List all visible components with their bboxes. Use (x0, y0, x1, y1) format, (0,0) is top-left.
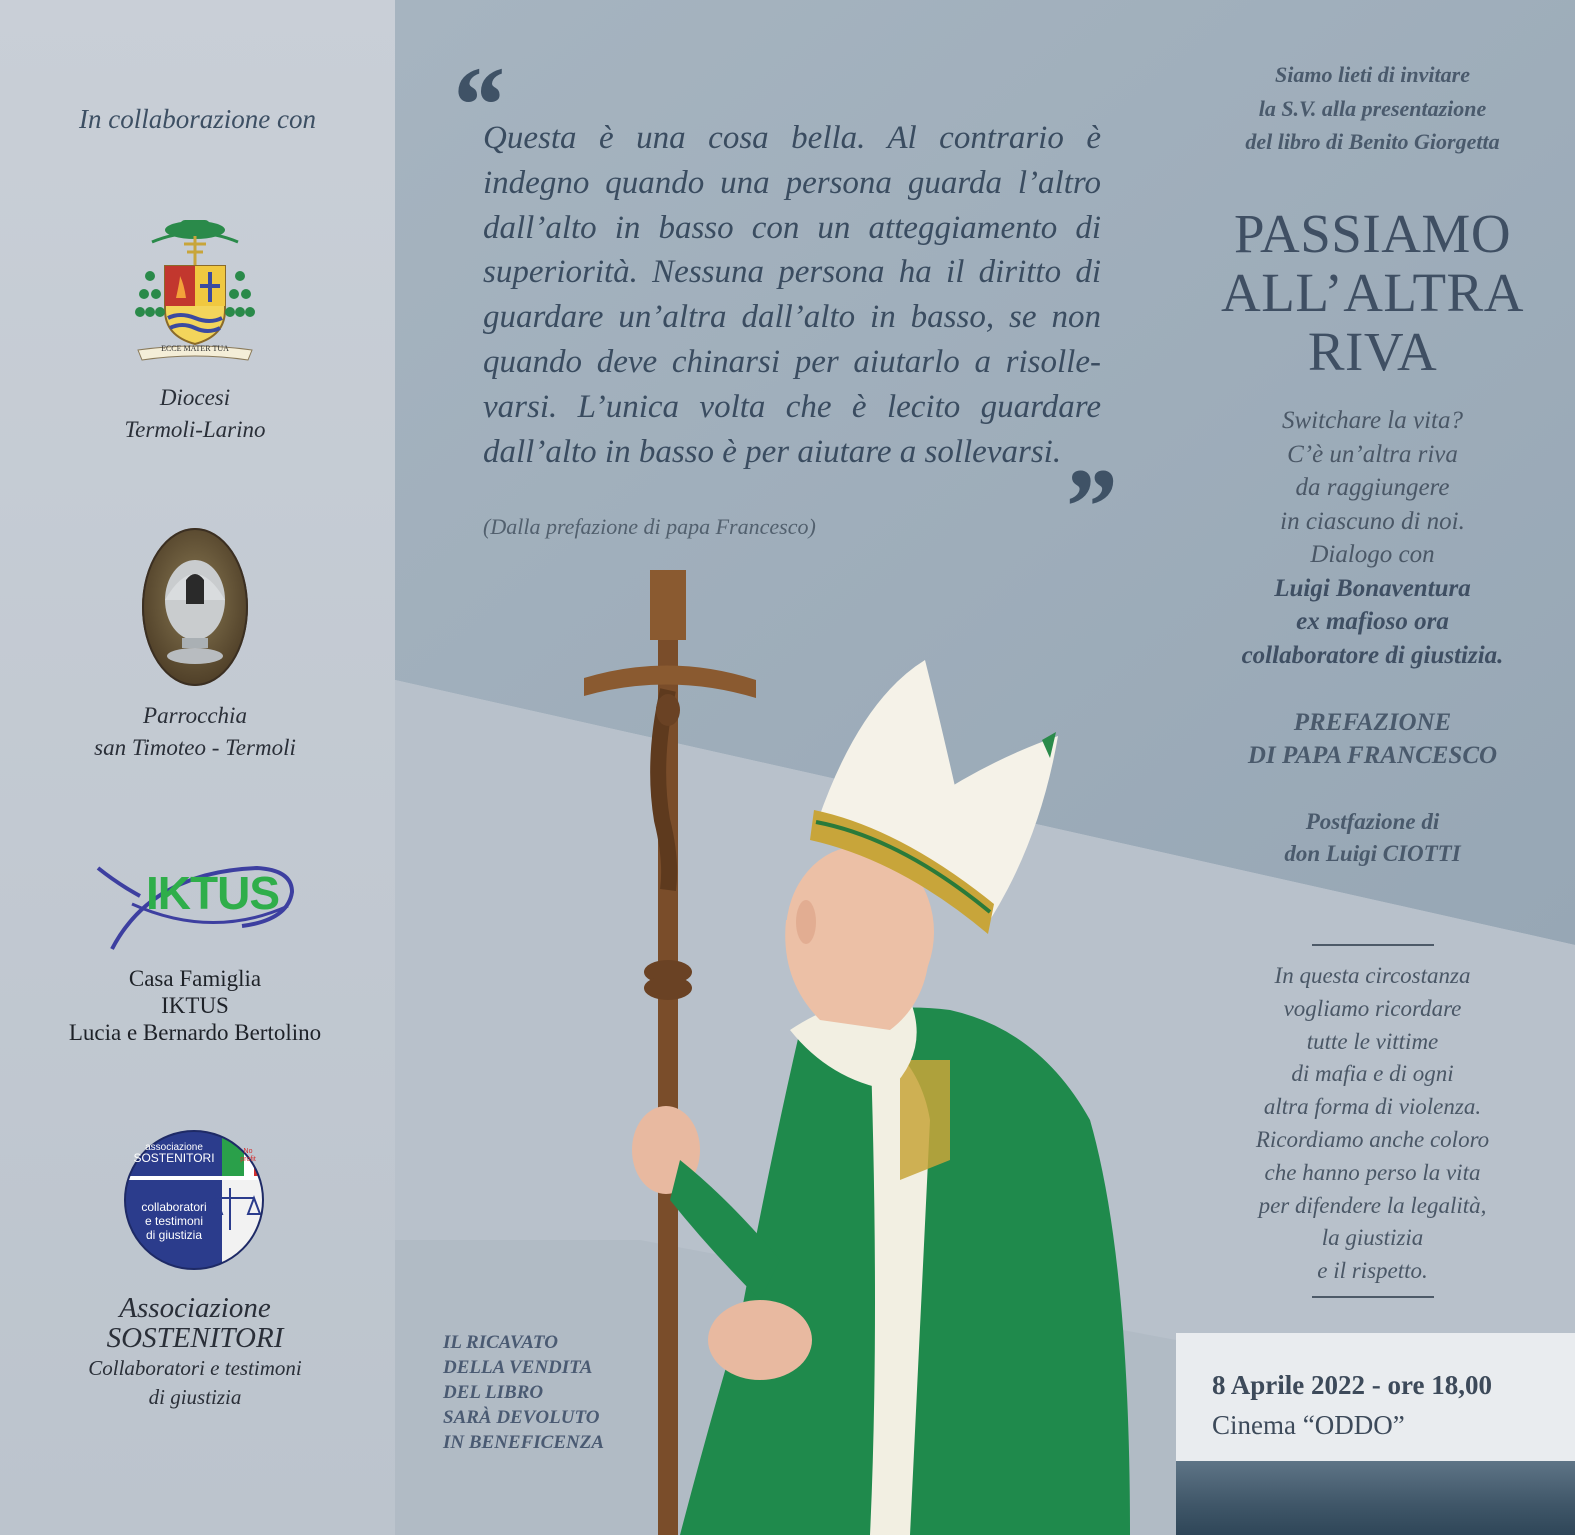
diocese-name-line2: Termoli-Larino (124, 417, 266, 442)
event-date: 8 Aprile 2022 - ore 18,00 (1212, 1370, 1492, 1400)
subtitle-bold-line: ex mafioso ora (1296, 608, 1449, 635)
charity-line: IL RICAVATO (443, 1332, 558, 1353)
iktus-logo (92, 844, 297, 954)
memorial-line: e il rispetto. (1317, 1258, 1428, 1284)
collaboration-heading: In collaborazione con (79, 104, 316, 134)
memorial-line: tutte le vittime (1306, 1028, 1439, 1054)
sostenitori-name-line3: Collaboratori e testimoni (88, 1356, 302, 1380)
quote-open-mark: “ (448, 44, 503, 166)
memorial-line: di mafia e di ogni (1291, 1061, 1454, 1087)
charity-note (443, 1330, 604, 1455)
diocese-motto: ECCE MATER TUA (161, 344, 229, 353)
iktus-logo-text: IKTUS (146, 867, 279, 919)
event-place: Cinema “ODDO” (1212, 1410, 1405, 1440)
parish-reliquary-photo (142, 528, 248, 686)
sostenitori-logo-badge1: No (243, 1148, 253, 1155)
sostenitori-name-line4: di giustizia (148, 1385, 242, 1409)
preface-credit (1180, 706, 1565, 772)
quote-source: (Dalla prefazione di papa Francesco) (483, 514, 816, 539)
memorial-line: Ricordiamo anche coloro (1255, 1126, 1490, 1152)
charity-line: DELLA VENDITA (443, 1357, 593, 1378)
memorial-line: altra forma di violenza. (1263, 1094, 1482, 1120)
diocese-name (0, 382, 390, 446)
preface-line: DI PAPA FRANCESCO (1247, 742, 1498, 769)
charity-line: DEL LIBRO (443, 1382, 544, 1403)
sostenitori-name-line1: Associazione (119, 1292, 271, 1324)
parish-name (0, 700, 390, 764)
postface-line: Postfazione di (1305, 809, 1440, 834)
invite-line: Siamo lieti di invitare (1275, 62, 1470, 87)
sostenitori-logo-mid1: collaboratori (141, 1200, 207, 1214)
title-line: PASSIAMO (1233, 203, 1512, 264)
memorial-line: la giustizia (1321, 1225, 1424, 1251)
sostenitori-logo-top (124, 1142, 224, 1164)
subtitle-line: Switchare la vita? (1282, 407, 1463, 434)
subtitle-bold-line: collaboratore di giustizia. (1241, 641, 1504, 669)
subtitle-line: Dialogo con (1310, 541, 1435, 568)
preface-line: PREFAZIONE (1293, 709, 1452, 736)
subtitle-line: da raggiungere (1295, 474, 1450, 501)
memorial-line: che hanno perso la vita (1264, 1159, 1481, 1185)
sostenitori-logo (124, 1130, 264, 1270)
iktus-name (0, 965, 390, 1046)
quote-close-mark: ” (1060, 446, 1115, 568)
postface-credit (1180, 806, 1565, 870)
invitation-text (1180, 58, 1565, 159)
sostenitori-logo-badge2: profit (240, 1156, 256, 1163)
subtitle-line: C’è un’altra riva (1287, 440, 1458, 468)
book-subtitle (1180, 404, 1565, 672)
memorial-bottom-rule (1312, 1296, 1434, 1298)
subtitle-bold-line: Luigi Bonaventura (1274, 574, 1471, 602)
memorial-line: per difendere la legalità, (1258, 1192, 1487, 1218)
charity-line: SARÀ DEVOLUTO (443, 1407, 600, 1428)
title-line: ALL’ALTRA (1221, 262, 1524, 323)
memorial-line: vogliamo ricordare (1283, 995, 1462, 1021)
pope-francis-photo (570, 560, 1170, 1535)
memorial-top-rule (1312, 944, 1434, 946)
sea-strip (1176, 1461, 1575, 1535)
memorial-line: In questa circostanza (1274, 963, 1471, 988)
charity-line: IN BENEFICENZA (443, 1432, 605, 1453)
title-line: RIVA (1307, 321, 1438, 382)
invite-line: del libro di Benito Giorgetta (1245, 129, 1500, 154)
sostenitori-logo-top1: associazione (145, 1142, 203, 1153)
iktus-name-line3: Lucia e Bernardo Bertolino (68, 1020, 322, 1045)
sostenitori-logo-mid3: di giustizia (145, 1228, 203, 1242)
parish-name-line1: Parrocchia (143, 703, 247, 728)
sostenitori-logo-badge (236, 1148, 260, 1164)
iktus-name-line1: Casa Famiglia (128, 966, 262, 991)
diocese-name-line1: Diocesi (159, 385, 231, 410)
memorial-text (1180, 960, 1565, 1288)
parish-name-line2: san Timoteo - Termoli (94, 735, 296, 760)
sostenitori-name (0, 1293, 390, 1411)
iktus-name-line2: IKTUS (161, 993, 229, 1018)
sostenitori-logo-mid2: e testimoni (144, 1214, 204, 1228)
subtitle-line: in ciascuno di noi. (1280, 507, 1465, 535)
postface-line: don Luigi CIOTTI (1284, 841, 1461, 866)
book-title (1180, 204, 1565, 381)
invite-line: la S.V. alla presentazione (1258, 95, 1487, 121)
sostenitori-logo-mid (124, 1200, 224, 1242)
quote-text: Questa è una cosa bella. Al contrario è indegno quando una persona guarda l’altro dall’alto in basso con un atteggiamento di superiorità. Nessuna persona ha il diritto di guardare un’altra dall’alto in basso, se non quando deve chinarsi per aiutarlo a risolle-varsi. L’unica volta che è lecito guardare dall’alto in basso è per aiutare a sollevarsi. (483, 120, 1101, 470)
sostenitori-name-line2: SOSTENITORI (106, 1322, 284, 1354)
sostenitori-logo-top2: SOSTENITORI (133, 1151, 215, 1165)
